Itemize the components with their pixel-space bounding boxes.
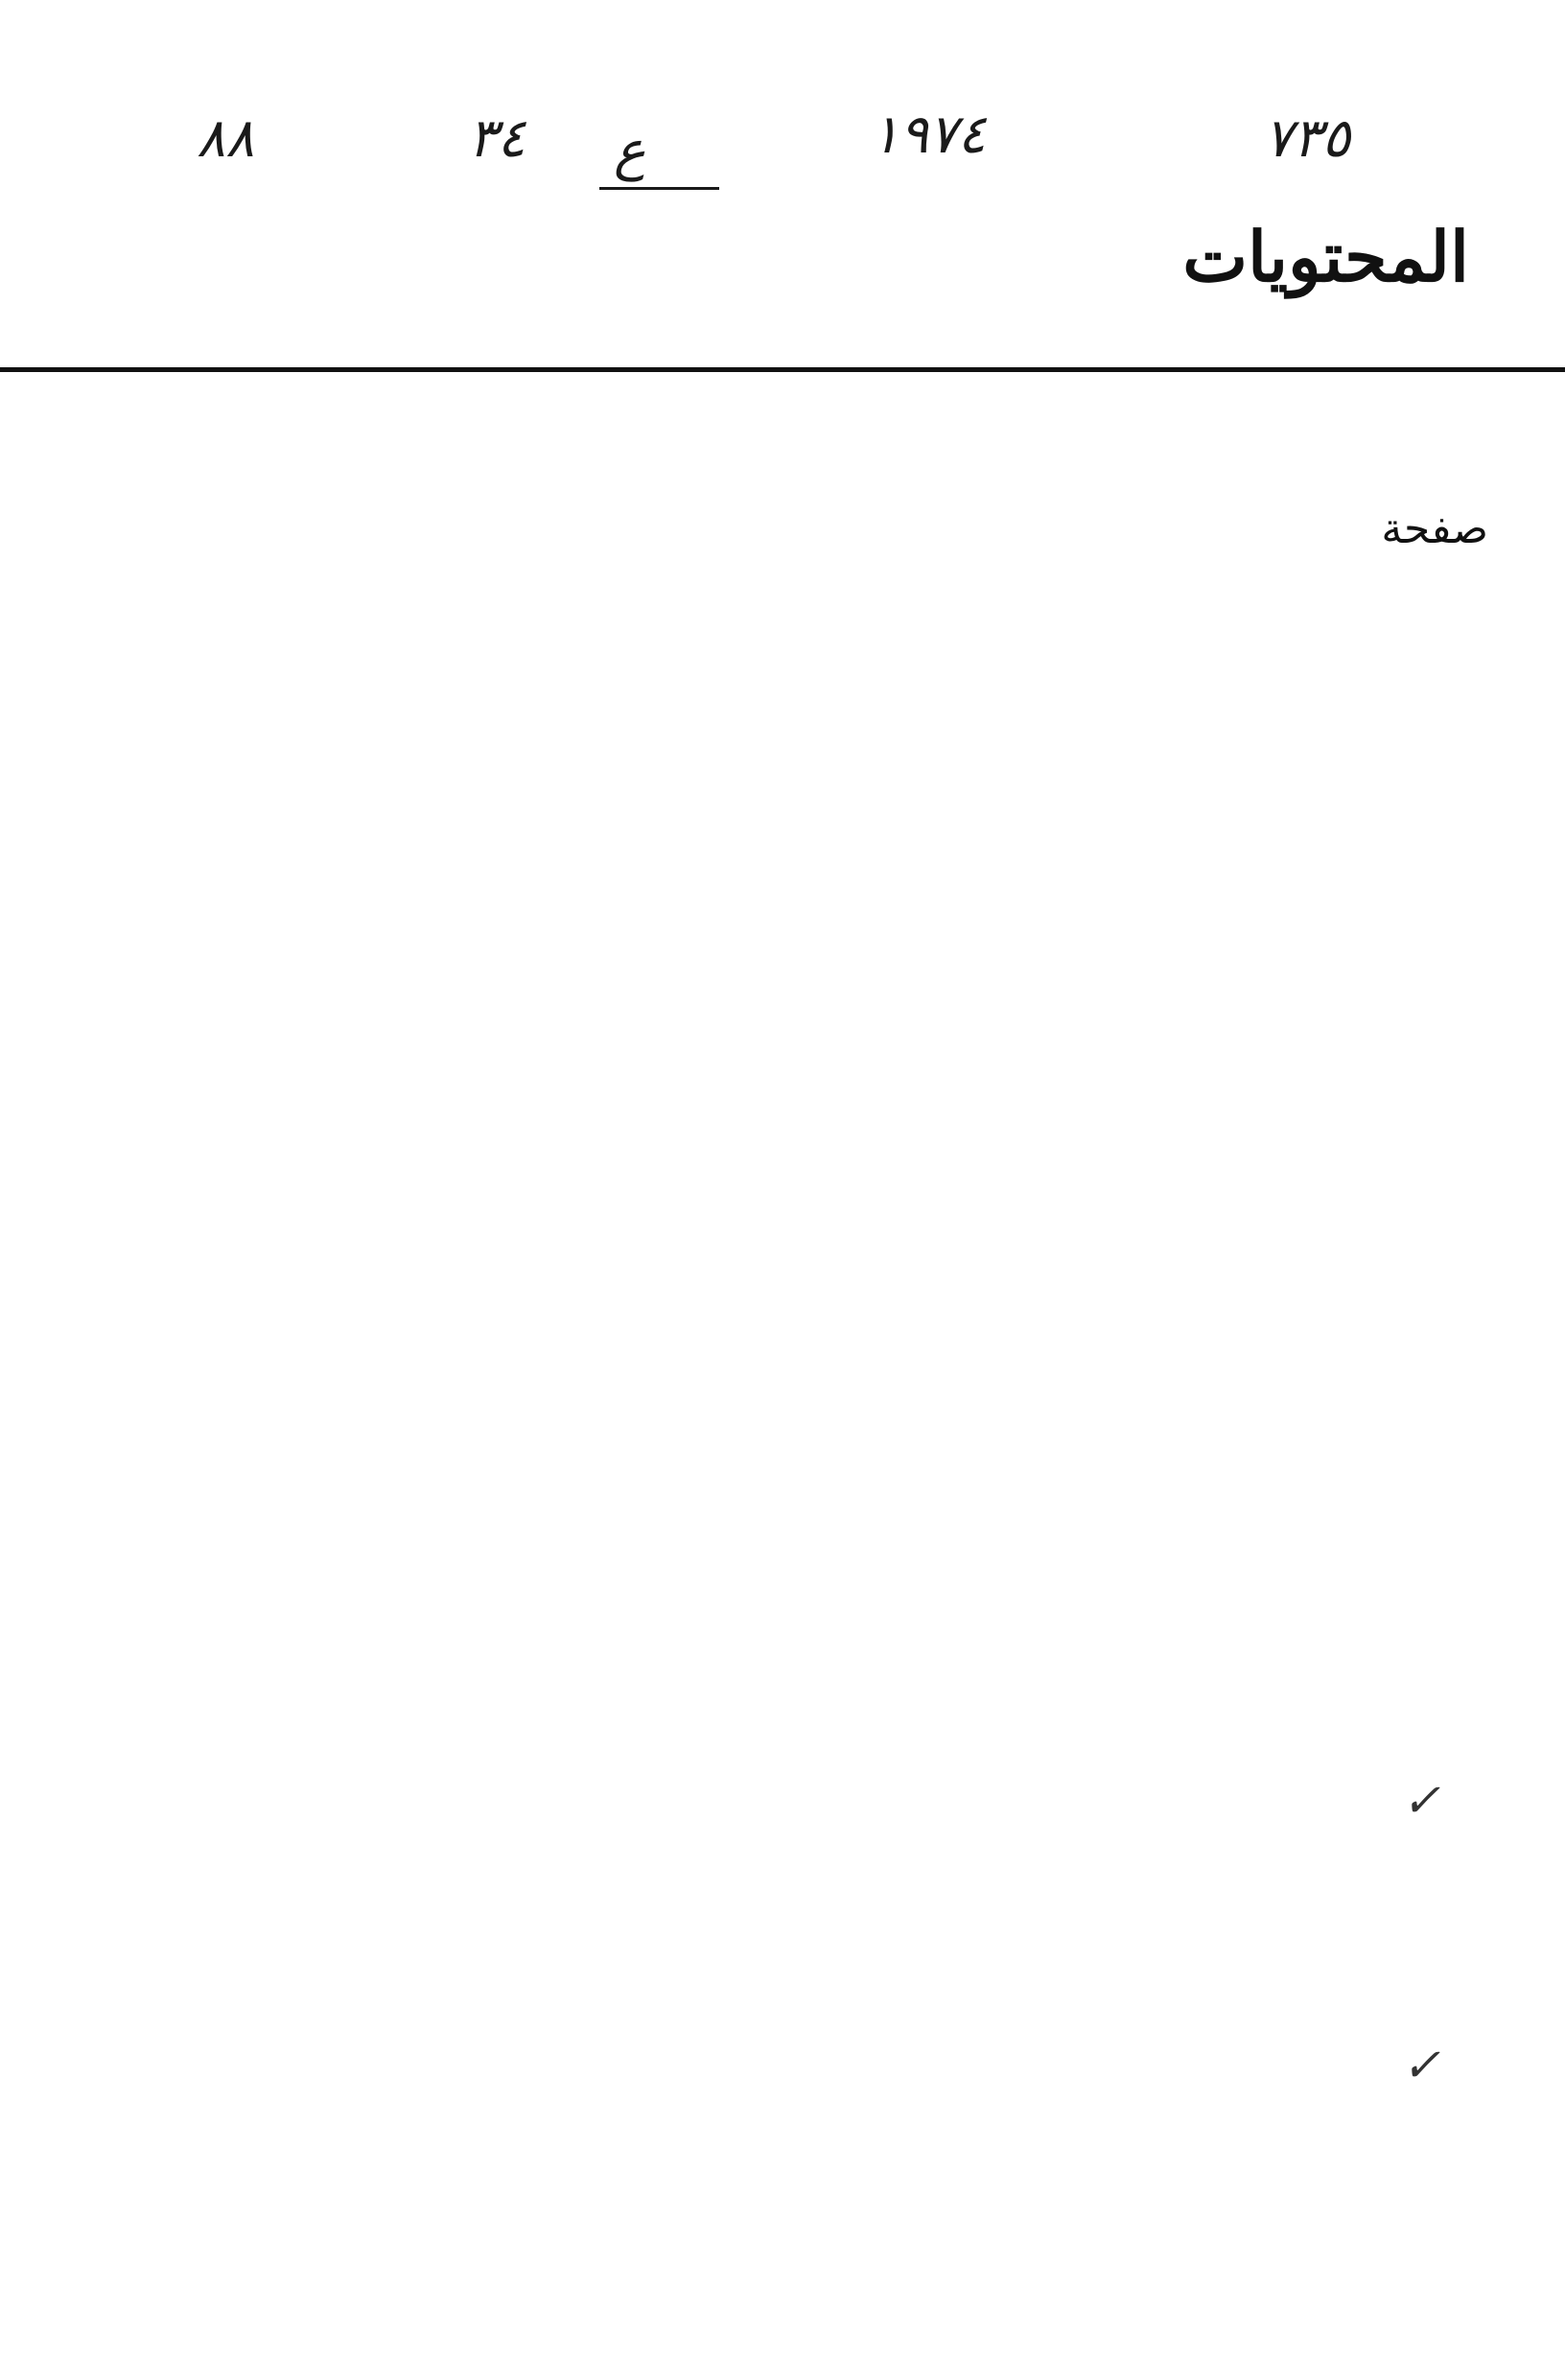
handwritten-number-mid: ٣٤	[468, 107, 526, 170]
page-title: المحتويات	[1182, 216, 1469, 297]
handwritten-year: ١٩٧٤	[871, 104, 987, 166]
page-column-label: صفحة	[1381, 504, 1488, 553]
handwritten-number-right: ٧٣٥	[1264, 107, 1351, 170]
checkmark-icon: ✓	[1402, 2039, 1441, 2092]
checkmark-icon: ✓	[1402, 1774, 1441, 1828]
handwritten-number-left: ٨٨	[197, 107, 255, 170]
handwritten-issue-prefix: ع	[614, 120, 646, 182]
